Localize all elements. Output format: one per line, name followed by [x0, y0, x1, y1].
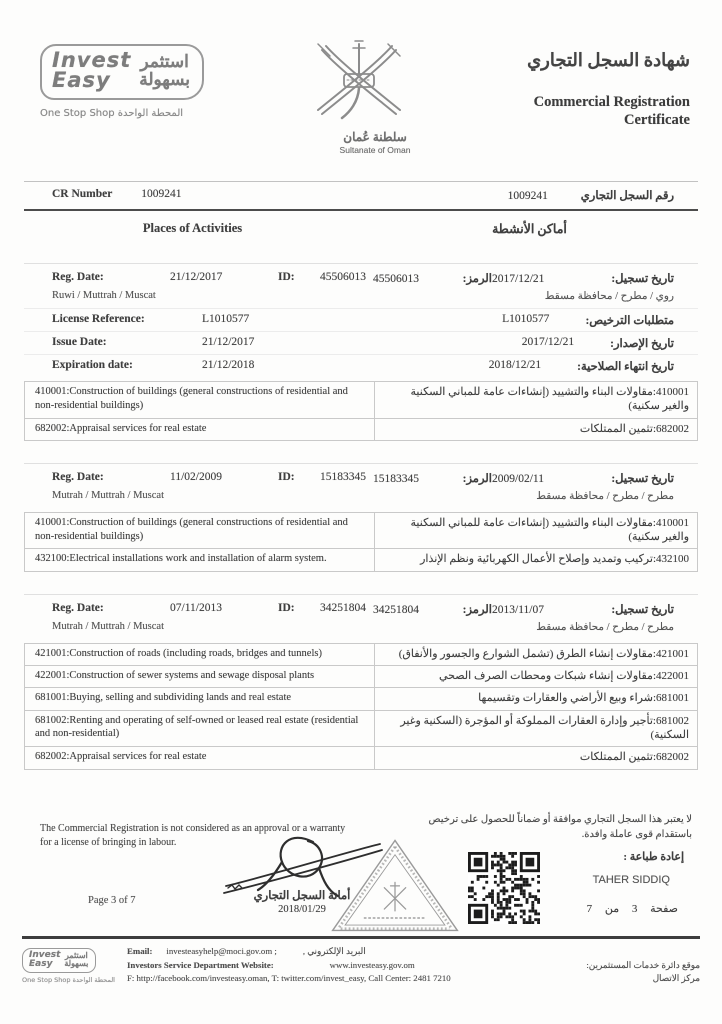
license-ref-value-ar: L1010577 — [502, 313, 550, 325]
reg-date-value-en: 21/12/2017 — [170, 271, 223, 283]
activity-row: 410001:Construction of buildings (general constructions of residential and non-residential buildings) 410001:مقاولات البناء والتشييد (إنشاءات عامة للمباني السكنية والغير سكنية) — [25, 382, 698, 419]
reg-date-value-ar: 2009/02/11 — [492, 472, 544, 485]
disclaimer-en: The Commercial Registration is not considered as an approval or a warranty for a license of bringing in labour. — [40, 823, 346, 848]
contact-email-label-ar: البريد الإلكتروني , — [302, 946, 366, 956]
location-ar: مطرح / مطرح / محافظة مسقط — [536, 621, 674, 633]
contact-bar — [22, 936, 700, 986]
section-title-ar: أماكن الأنشطة — [492, 222, 567, 236]
reg-id-value-en: 45506013 — [320, 271, 366, 283]
location-row — [24, 487, 698, 508]
registration-block-1 — [24, 263, 698, 441]
reg-date-value-ar: 2013/11/07 — [492, 603, 544, 616]
activity-row: 432100:Electrical installations work and installation of alarm system. 432100:تركيب وتمديد وإصلاح الأعمال الكهربائية ونظم الإنذار — [25, 549, 698, 571]
emblem-caption-en: Sultanate of Oman — [339, 145, 411, 155]
footer — [0, 800, 722, 935]
contact-callcenter-label-ar: مركز الاتصال — [652, 973, 700, 984]
logo-text-ar-2: بسهولة — [139, 69, 191, 89]
qr-code — [468, 852, 540, 924]
reprint-name: TAHER SIDDIQ — [592, 874, 670, 886]
license-ref-value-en: L1010577 — [202, 313, 250, 325]
certificate-title-en: Commercial Registration Certificate — [533, 94, 690, 129]
activity-row: 681001:Buying, selling and subdividing lands and real estate 681001:شراء وبيع الأراضي والعقارات وتقسيمها — [25, 688, 698, 710]
invest-easy-logo — [40, 44, 258, 119]
registration-block-3 — [24, 594, 698, 770]
signature-date: 2018/01/29 — [278, 904, 326, 915]
expiration-date-row: Expiration date: 21/12/2018 تاريخ انتهاء الصلاحية: 2018/12/21 — [24, 354, 698, 377]
license-reference-row: License Reference: L1010577 متطلبات الترخيص: L1010577 — [24, 308, 698, 331]
contact-social-value: F: http://facebook.com/investeasy.oman, T: twitter.com/invest_easy, Call Center: 2481 7210 — [127, 973, 451, 984]
logo-tagline-en: One Stop Shop — [40, 107, 115, 119]
section-title-en: Places of Activities — [142, 221, 243, 235]
activities-table — [24, 643, 698, 770]
activity-row: 410001:Construction of buildings (general constructions of residential and non-residential buildings) 410001:مقاولات البناء والتشييد (إنشاءات عامة للمباني السكنية والغير سكنية) — [25, 512, 698, 549]
location-en: Mutrah / Muttrah / Muscat — [52, 489, 164, 501]
contact-email-line: Email: investeasyhelp@moci.gov.om ; البريد الإلكتروني , — [127, 945, 700, 959]
oman-emblem-icon — [300, 36, 418, 132]
issue-date-row: Issue Date: 21/12/2017 تاريخ الإصدار: 2017/12/21 — [24, 331, 698, 354]
reprint-label-ar: إعادة طباعة : — [623, 851, 684, 863]
emblem-caption-ar: سلطنة عُمان — [343, 130, 407, 144]
contact-social-line — [127, 972, 700, 986]
location-en: Mutrah / Muttrah / Muscat — [52, 620, 164, 632]
activity-row: 681002:Renting and operating of self-owned or leased real estate (residential and non-residential) 681002:تأجير وإدارة العقارات المملوكة أو المؤجرة (السكنية وغير السكنية) — [25, 710, 698, 747]
oman-national-emblem — [300, 36, 450, 155]
contact-website-value: www.investeasy.gov.om — [329, 959, 415, 970]
certificate-title-ar: شهادة السجل التجاري — [527, 50, 690, 70]
issue-date-value-en: 21/12/2017 — [202, 336, 255, 348]
activity-row: 421001:Construction of roads (including roads, bridges and tunnels) 421001:مقاولات إنشاء الطرق (تشمل الشوارع والجسور والأنفاق) — [25, 643, 698, 665]
page-number-ar: صفحة 3 من 7 — [586, 903, 678, 915]
reg-date-value-en: 07/11/2013 — [170, 601, 222, 614]
reg-date-row: Reg. Date: 07/11/2013 ID: 34251804 تاريخ تسجيل: 2013/11/07 الرمز: 34251804 — [52, 601, 674, 616]
activity-row: 682002:Appraisal services for real estate 682002:تثمين الممتلكات — [25, 418, 698, 440]
registration-block-2 — [24, 463, 698, 572]
logo-text-en-2: Easy — [52, 67, 111, 92]
reg-id-value-en: 15183345 — [320, 470, 366, 483]
location-row — [24, 618, 698, 639]
location-ar: مطرح / مطرح / محافظة مسقط — [536, 490, 674, 502]
reg-id-value-ar: 15183345 — [373, 472, 419, 485]
logo-text-en-1: Invest — [52, 48, 132, 72]
logo-text-ar-1: استثمر — [140, 52, 189, 72]
activity-row: 682002:Appraisal services for real estate 682002:تثمين الممتلكات — [25, 747, 698, 769]
cr-number-value-ar: 1009241 — [507, 190, 548, 202]
signature-caption-ar: أمانة السجل التجاري — [253, 890, 351, 902]
logo-tagline-ar: المحطة الواحدة — [117, 107, 184, 119]
expiry-date-value-ar: 2018/12/21 — [488, 359, 542, 371]
reg-date-row: Reg. Date: 21/12/2017 ID: 45506013 تاريخ تسجيل: 2017/12/21 الرمز: 45506013 — [52, 271, 674, 285]
activities-table — [24, 381, 698, 441]
expiry-date-value-en: 21/12/2018 — [202, 359, 255, 371]
reg-date-value-ar: 2017/12/21 — [492, 273, 545, 285]
cr-number-value-en: 1009241 — [141, 188, 182, 200]
contact-email-value: investeasyhelp@moci.gov.om ; — [166, 946, 277, 956]
location-en: Ruwi / Muttrah / Muscat — [52, 290, 156, 301]
issue-date-value-ar: 2017/12/21 — [521, 336, 575, 348]
contact-website-line: Investors Service Department Website: www.investeasy.gov.om موقع دائرة خدمات المستثمرين: — [127, 959, 700, 973]
contact-website-label-ar: موقع دائرة خدمات المستثمرين: — [586, 959, 700, 970]
section-title-row — [0, 211, 722, 241]
footer-invest-easy-logo: Invest Easy استثمر بسهولة One Stop Shop المحطة الواحدة — [22, 950, 115, 984]
reg-date-value-en: 11/02/2009 — [170, 470, 222, 483]
cr-number-row — [24, 181, 698, 211]
reg-id-value-en: 34251804 — [320, 601, 366, 614]
location-ar: روي / مطرح / محافظة مسقط — [544, 291, 674, 302]
disclaimer-ar: لا يعتبر هذا السجل التجاري موافقة أو ضماناً للحصول على ترخيص باستقدام قوى عاملة وافدة. — [428, 814, 692, 840]
page-number-en: Page 3 of 7 — [88, 895, 136, 906]
location-row — [24, 287, 698, 308]
activities-table — [24, 512, 698, 572]
official-stamp — [328, 836, 462, 934]
triangle-stamp-icon — [328, 836, 462, 934]
activity-row: 422001:Construction of sewer systems and sewage disposal plants 422001:مقاولات إنشاء شبكات ومحطات الصرف الصحي — [25, 666, 698, 688]
reg-id-value-ar: 45506013 — [373, 273, 419, 285]
reg-id-value-ar: 34251804 — [373, 603, 419, 616]
header — [0, 0, 722, 155]
cr-number-label-en: CR Number — [52, 188, 113, 200]
cr-number-label-ar: رقم السجل التجاري — [580, 190, 674, 202]
reg-date-row: Reg. Date: 11/02/2009 ID: 15183345 تاريخ تسجيل: 2009/02/11 الرمز: 15183345 — [52, 470, 674, 485]
